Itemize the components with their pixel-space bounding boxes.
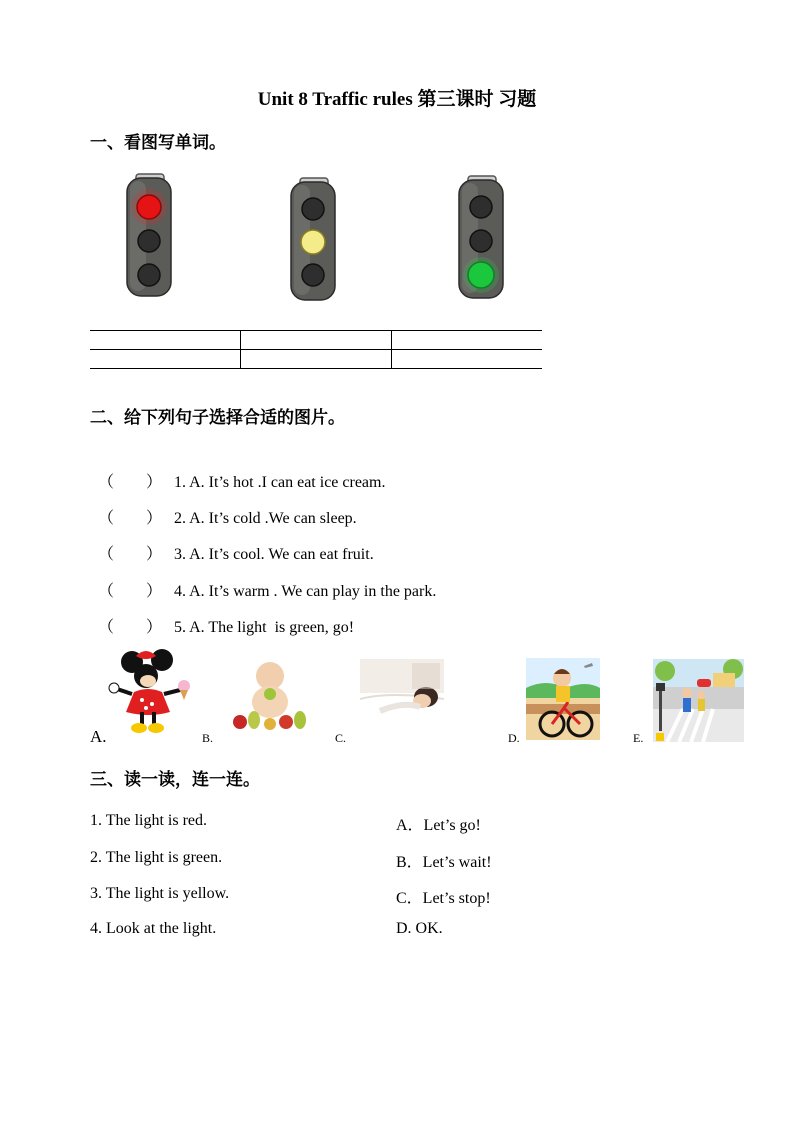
picture-label: E.	[633, 731, 644, 745]
section-3-heading: 三、读一读，连一连。	[90, 770, 260, 789]
question-row	[90, 596, 354, 637]
answer-blank-table	[90, 330, 542, 369]
match-right-item[interactable]: D. OK.	[396, 920, 443, 937]
table-row	[90, 331, 542, 350]
page-title: Unit 8 Traffic rules 第三课时 习题	[257, 89, 537, 110]
section-2-heading: 二、给下列句子选择合适的图片。	[90, 408, 345, 427]
match-right-item[interactable]: B．Let’s wait!	[396, 854, 492, 871]
match-left-item[interactable]: 4. Look at the light.	[90, 920, 217, 937]
match-left-item[interactable]: 1. The light is red.	[90, 812, 208, 829]
picture-label: D.	[508, 731, 520, 745]
question-row	[90, 523, 374, 564]
answer-blank[interactable]	[90, 350, 241, 369]
boy-bicycle-icon	[526, 658, 600, 740]
answer-paren[interactable]: （ ）	[98, 546, 163, 563]
picture-label: B.	[202, 731, 214, 745]
answer-blank[interactable]	[392, 350, 543, 369]
answer-blank[interactable]	[392, 331, 543, 350]
answer-paren[interactable]: （ ）	[98, 474, 163, 491]
sleeping-child-icon	[360, 659, 444, 729]
question-text: 3. A. It’s cool. We can eat fruit.	[174, 546, 374, 563]
answer-blank[interactable]	[90, 331, 241, 350]
section-1-heading: 一、看图写单词。	[90, 133, 226, 152]
traffic-light-green-icon	[456, 174, 506, 302]
street-crossing-icon	[653, 659, 744, 742]
question-row	[90, 451, 385, 492]
answer-blank[interactable]	[241, 331, 392, 350]
match-left-item[interactable]: 3. The light is yellow.	[90, 885, 230, 902]
question-text: 2. A. It’s cold .We can sleep.	[174, 510, 357, 527]
question-text: 5. A. The light is green, go!	[174, 619, 355, 636]
mouse-cartoon-icon	[106, 648, 196, 736]
question-text: 4. A. It’s warm . We can play in the park.	[174, 583, 437, 600]
baby-fruit-icon	[226, 656, 312, 732]
picture-label: A.	[90, 727, 107, 746]
match-right-item[interactable]: C．Let’s stop!	[396, 890, 491, 907]
answer-paren[interactable]: （ ）	[98, 619, 163, 636]
traffic-light-yellow-icon	[288, 176, 338, 304]
question-row	[90, 487, 357, 528]
table-row	[90, 350, 542, 369]
question-text: 1. A. It’s hot .I can eat ice cream.	[174, 474, 386, 491]
question-row	[90, 560, 436, 601]
answer-blank[interactable]	[241, 350, 392, 369]
answer-paren[interactable]: （ ）	[98, 583, 163, 600]
answer-paren[interactable]: （ ）	[98, 510, 163, 527]
picture-label: C.	[335, 731, 347, 745]
traffic-light-red-icon	[124, 172, 174, 300]
match-right-item[interactable]: A．Let’s go!	[396, 817, 481, 834]
match-left-item[interactable]: 2. The light is green.	[90, 849, 223, 866]
